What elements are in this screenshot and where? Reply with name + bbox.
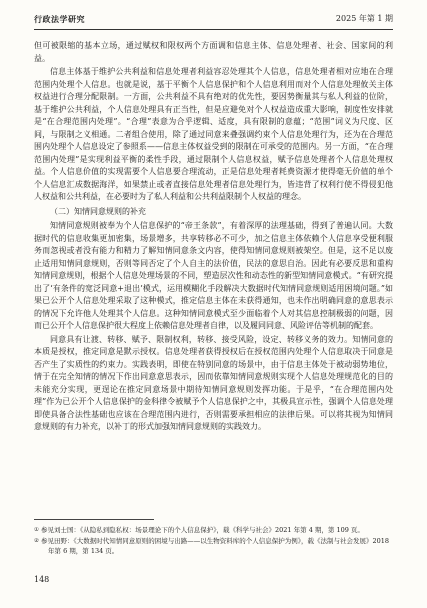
footnote-text: 参见田野：《大数据时代知情同意原则的困境与出路——以生物资料库的个人信息保护为例》，载《法制与社会发展》2018 年第 6 期，第 134 页。: [41, 536, 390, 555]
page-number: 148: [34, 575, 50, 584]
footnote-mark: ①: [34, 527, 39, 533]
footnote-text: 参见刘士国：《从隐私到隐私权：场景理论下的个人信息保护》，载《科学与社会》2021 年第 4 期，第 109 页。: [41, 526, 364, 534]
section-heading: （二）知情同意规则的补充: [50, 206, 146, 216]
issue-label: 2025 年第 1 期: [335, 14, 393, 23]
footnotes: [34, 525, 393, 557]
journal-title: 行政法学研究: [34, 14, 85, 24]
running-header: [34, 13, 393, 25]
footnote-mark: ②: [34, 537, 39, 544]
footnote: [34, 525, 393, 536]
paragraph: 信息主体基于维护公共利益和信息处理者利益容忍处理其个人信息，信息处理者相对应地在合理范围内处理个人信息。也就是说，基于平衡个人信息保护和个人信息利用而对个人信息处理攸关主体权益进行合理分配限制。一方面，公共利益不具有绝对的优先性，要因势衡量其与私人利益的位阶，基于维护公共利益，个人信息处理具有正当性，但是应避免对个人权益造成重大影响，制度性安排就是“在合理范围内处理”。“合理”表意为合乎逻辑、适度，具有限制的意蕴；“范围”词义为尺度、区间，与限制之义相通。二者组合使用，除了通过同意来叠强调约束个人信息处理行为，还为在合理范围内处理个人信息设定了参照系——信息主体权益受到的限制在可承受的范围内。另一方面，“在合理范围内处理”是实现利益平衡的柔性手段，通过限制个人信息权益，赋予信息处理者个人信息处理权益。个人信息价值的实现需要个人信息要合理流动，正是信息处理者耗费资源才使得毫无价值的单个个人信息汇成数据海洋，如果禁止或者直接信息处理者信息处理行为，皆违背了权利行使不得侵犯他人权益和公共利益，在必要时为了私人利益和公共利益限制个人权益的理念。: [34, 67, 393, 201]
footnote-rule: [34, 519, 154, 520]
paragraph: 同意具有让渡、转移、赋予、限制权利，转移、接受风险，设定、转移义务的效力。知情同意的本质是授权，推定同意是默示授权。信息处理者获得授权后在授权范围内处理个人信息取决于同意是否产生了实质性的约束力。实践表明，即使在特别同意的场景中，由于信息主体处于被动弱势地位，情于在完全知情的情况下作出同意意思表示，因而依靠知情同意规则实现个人信息处理规范化的目的未能充分实现，更逞论在推定同意场景中期待知情同意规则发挥功能。于是乎，“在合理范围内处理”作为已公开个人信息保护的金科律令被赋予个人信息保护之中，其极具宣示性，强调个人信息处理即使具备合法性基础也应该在合理范围内进行，否则需要承担相应的法律后果。可以将其视为知情同意规则的有力补充，以补丁的形式加强知情同意规则的实践效力。: [34, 334, 393, 431]
footnote: [34, 536, 393, 557]
paragraph: 但可被限缩的基本立场，通过赋权和限权两个方面调和信息主体、信息处理者、社会、国家间的利益。: [34, 41, 393, 63]
article-body: [34, 40, 393, 435]
paragraph: 知情同意规则被奉为个人信息保护的“帝王条款”，有着深厚的法理基础，得到了普遍认同。大数据时代的信息收集更加密集，场景增多，共享转移必不可少，加之信息主体依赖个人信息享受便利服务而忽视或者没有能力和精力了解知情同意条文内容，使得知情同意规则被架空。但是，这不足以废止适用知情同意规则，否则等同否定了个人自主的法价值，民法的意思自治。因此有必要反思和重构知情同意规则，根据个人信息处理场景的不同，塑造层次性和动态性的新型知情同意模式。“有研究提出了‘有条件的宽泛同意+退出’模式，运用模糊化手段解决大数据时代知情同意规则适用困境问题。”如果已公开个人信息处理采取了这种模式，推定信息主体在未获得通知，也未作出明确同意的意思表示的情况下允许他人处理其个人信息。这种知情同意模式至少面临着个人对其信息控制极弱的问题，因而已公开个人信息保护很大程度上依赖信息处理者自律，以及履同同意、风险评估等机制的配套。: [34, 221, 393, 330]
header-rule: [34, 29, 393, 30]
